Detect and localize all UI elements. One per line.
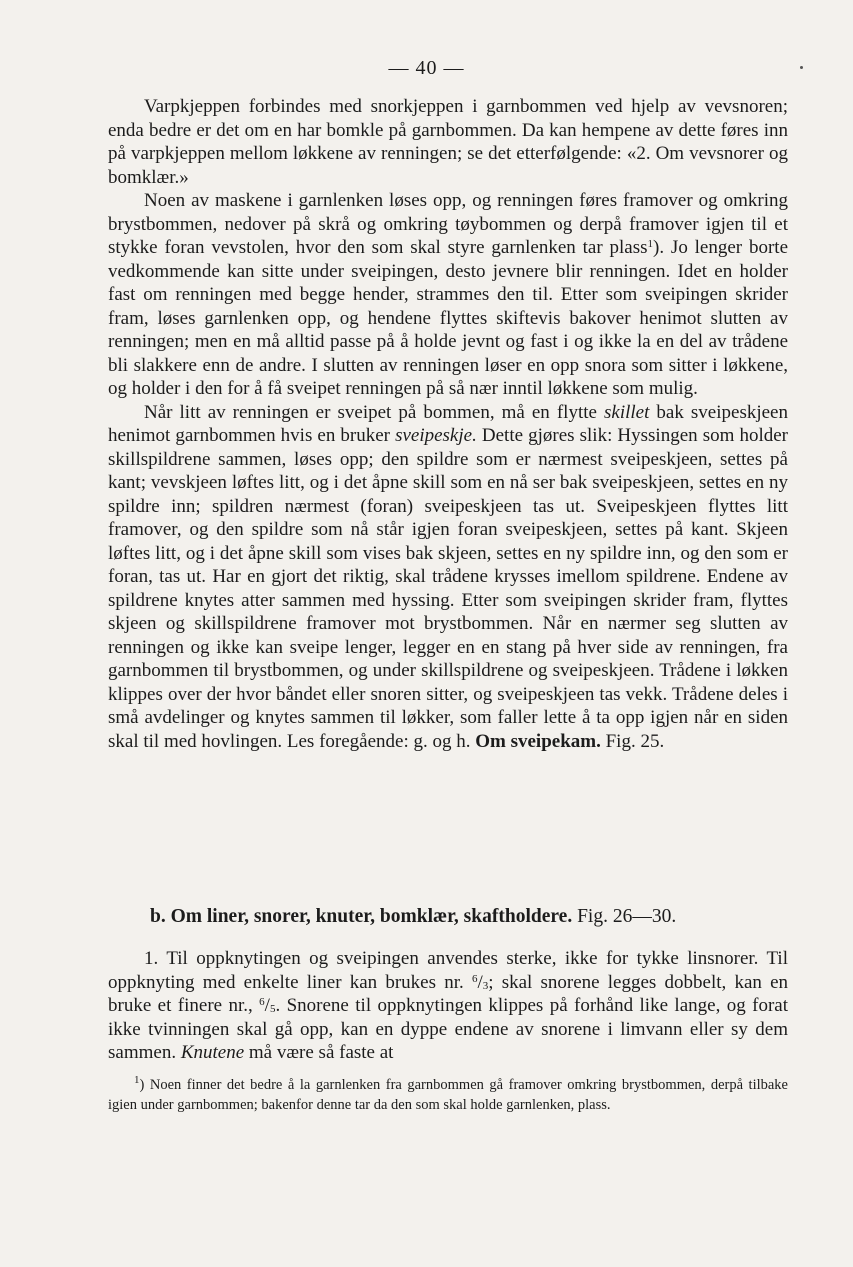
footnote-mark: 1: [134, 1074, 140, 1086]
text-run: Varpkjeppen forbindes med snorkjeppen i garnbommen ved hjelp av vevsnoren; enda bedre er det om en har bomkle på garnbommen. Da kan hempene av dette føres inn på varpkjeppen mellom løkkene av renningen; se det etterfølgende: «2. Om vevsnorer og bomklær.»: [108, 96, 788, 188]
text-run: må være så faste at: [244, 1042, 394, 1063]
paragraph-3: [108, 401, 788, 754]
text-run: Knutene: [180, 1042, 245, 1063]
main-text: [108, 95, 788, 753]
text-run: 6: [471, 972, 478, 985]
text-run: sveipeskje.: [395, 425, 477, 446]
speck: [800, 66, 803, 69]
footnote-text: ) Noen finner det bedre å la garnlenken fra garnbommen gå framover omkring brystbommen, derpå tilbake igien under garnbommen; bakenfor denne tar da den som skal holde garnlenken, plass.: [108, 1077, 788, 1113]
section-heading-figref: Fig. 26—30.: [572, 906, 677, 927]
text-run: 3: [482, 979, 489, 992]
text-run: 6: [259, 996, 265, 1008]
text-run: /: [264, 995, 270, 1016]
section-heading: [150, 905, 676, 928]
text-run: /: [477, 971, 483, 993]
footnote: [108, 1075, 788, 1115]
paragraph-2: [108, 189, 788, 401]
text-run: Når litt av renningen er sveipet på bommen, må en flytte: [144, 401, 604, 423]
page-number: — 40 —: [388, 57, 465, 79]
section-paragraph-1: [108, 947, 788, 1065]
text-run: skillet: [604, 401, 650, 423]
text-run: Fig. 25.: [600, 730, 665, 752]
section-heading-bold: b. Om liner, snorer, knuter, bomklær, skaftholdere.: [150, 906, 573, 927]
text-run: Dette gjøres slik: Hyssingen som holder skillspildrene sammen, løses opp; den spildre som er nærmest sveipeskjeen, settes på kant; vevskjeen løftes litt, og i det åpne skill som en nå ser bak sveipeskjeen, settes en ny spildre inn; spildren nærmest (foran) sveipeskjeen tas ut. Sveipeskjeen flyttes litt framover, og den spildre som nå står igjen foran sveipeskjeen, settes på kant. Skjeen løftes litt, og i det åpne skill som vises bak skjeen, settes en ny spildre inn, og den som er foran, tas ut. Har en gjort det riktig, skal trådene krysses imellom spildrene. Endene av spildrene knytes atter sammen med hyssing. Etter som sveipingen skrider fram, flyttes skjeen og skillspildrene framover mot brystbommen. Når en nærmer seg slutten av renningen og ikke kan sveipe lenger, legger en en stang på hver side av renningen, fra garnbommen til brystbommen, og under skillspildrene og sveipeskjeen. Trådene i løkken klippes over der hvor båndet eller snoren sitter, og sveipeskjeen tas vekk. Trådene deles i små avdelinger og knytes sammen til løkker, som faller lette å ta opp igjen når en siden skal til med hovlingen. Les foregående: g. og h.: [108, 425, 788, 752]
text-run: 1: [647, 238, 654, 250]
text-run: Om sveipekam.: [475, 730, 601, 752]
text-run: 1. Til oppknytingen og sveipingen anvendes sterke, ikke for tykke linsnorer. Til oppknyting med enkelte liner kan brukes nr.: [108, 948, 788, 993]
text-run: 5: [269, 1003, 276, 1015]
text-run: . Snorene til oppknytingen klippes på forhånd like lange, og forat ikke tvinningen skal gå opp, kan en dyppe endene av snorene i limvann eller sy dem sammen.: [108, 995, 788, 1063]
text-run: ). Jo lenger borte vedkommende kan sitte under sveipingen, desto jevnere blir renningen. Idet en holder fast om renningen med begge hender, strammes den til. Etter som sveipingen skrider fram, løses garnlenken opp, og hendene flyttes skiftevis bakover henimot slutten av renningen; men en må alltid passe på å holde jevnt og fast i og ikke la en del av trådene bli slakkere enn de andre. I slutten av renningen løser en opp snora som sitter i løkkene, og holder i den for å få sveipet renningen på så nær inntil løkkene som mulig.: [108, 237, 788, 399]
section-text: [108, 947, 788, 1065]
text-run: ; skal snorene legges dobbelt, kan en bruke et finere nr.,: [108, 971, 789, 1016]
text-run: Noen av maskene i garnlenken løses opp, og renningen føres framover og omkring brystbommen, nedover på skrå og omkring tøybommen og derpå framover igjen til et stykke foran vevstolen, hvor den som skal styre garnlenken tar plass: [108, 190, 788, 258]
paragraph-1: [108, 95, 788, 189]
text-run: bak sveipeskjeen henimot garnbommen hvis en bruker: [108, 401, 788, 446]
